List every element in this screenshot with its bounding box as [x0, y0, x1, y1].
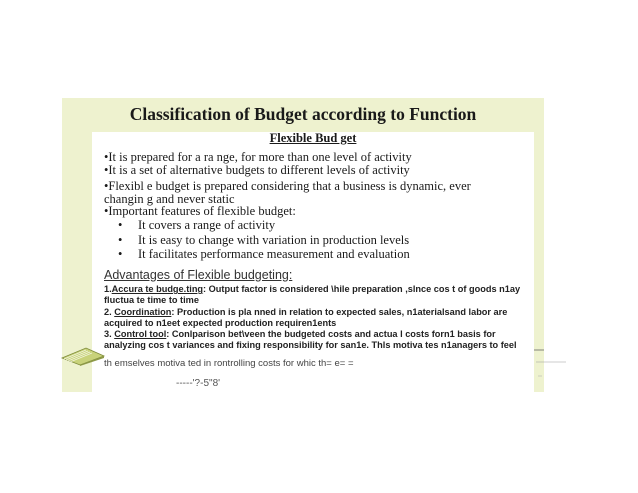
- point-2-num: 2.: [104, 307, 115, 317]
- book-icon: [60, 344, 106, 366]
- point-3-num: 3.: [104, 329, 115, 339]
- point-1-cont: fluctua te time to time: [104, 295, 199, 305]
- point-1-num: 1.: [104, 284, 112, 294]
- point-3-text: : Conlparison bet\veen the budgeted costs and actua l costs forn1 basis for: [166, 329, 496, 339]
- bullet-4: •Important features of flexible budget:: [104, 204, 296, 218]
- bullet-3-cont: changin g and never static: [104, 192, 235, 206]
- point-2-cont: acquired to n1eet expected production requiren1ents: [104, 318, 337, 328]
- scribble-line: -----'?-5"8': [176, 378, 221, 389]
- bullet-1: •It is prepared for a ra nge, for more than one level of activity: [104, 150, 412, 164]
- sub-bullet-1: • It covers a range of activity: [118, 218, 276, 232]
- point-3-cont: analyzing cos t variances and fixing responsibility for san1e. Thls motiva tes n1anagers to feel: [104, 340, 517, 350]
- point-1-text: : Output factor is considered \hile preparation ,slnce cos t of goods n1ay: [203, 284, 521, 294]
- point-1-label: Accura te budge.ting: [111, 284, 204, 294]
- advantages-heading: Advantages of Flexible budgeting:: [104, 268, 293, 282]
- sub-bullet-2-text: It is easy to change with variation in production levels: [138, 233, 410, 247]
- sub-bullet-3-text: It facilitates performance measurement and evaluation: [138, 247, 410, 261]
- slide-title: Classification of Budget according to Function: [129, 104, 477, 124]
- footer-line: th emselves motiva ted in rontrolling costs for whic th= e= =: [104, 358, 354, 369]
- point-3-label: Control tool: [114, 329, 167, 339]
- point-1: [104, 284, 520, 295]
- point-3: [104, 329, 496, 340]
- point-2: [104, 307, 507, 318]
- redacted-fragment: [520, 335, 580, 385]
- slide-subtitle: Flexible Bud get: [269, 131, 357, 145]
- sub-bullet-3: • It facilitates performance measurement and evaluation: [118, 247, 410, 261]
- sub-bullet-1-text: It covers a range of activity: [138, 218, 276, 232]
- sub-bullet-2: • It is easy to change with variation in production levels: [118, 233, 410, 247]
- point-2-label: Coordination: [114, 307, 172, 317]
- point-2-text: : Production is pla nned in relation to expected sales, n1aterialsand labor are: [171, 307, 508, 317]
- bullet-2: •It is a set of alternative budgets to different levels of activity: [104, 163, 410, 177]
- bullet-3: •Flexibl e budget is prepared considering that a business is dynamic, ever: [104, 179, 471, 193]
